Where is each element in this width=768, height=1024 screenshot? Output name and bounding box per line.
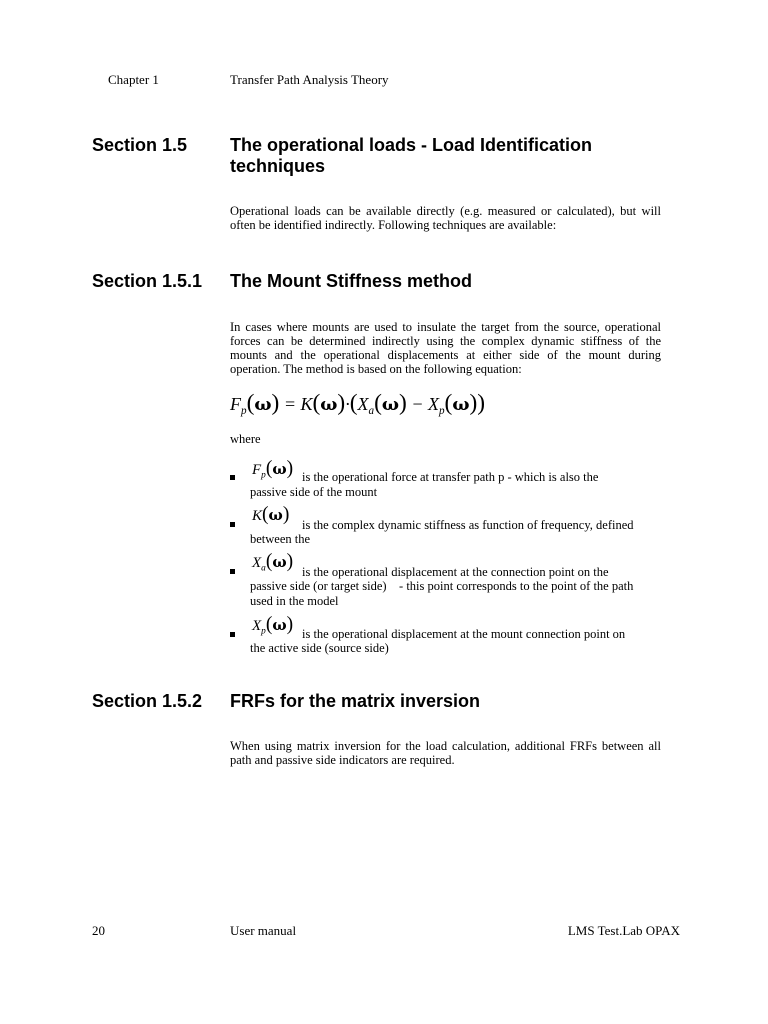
- bullet-text: is the operational displacement at the connection point on the: [302, 565, 609, 579]
- running-header-chapter: Chapter 1: [108, 72, 159, 87]
- footer-doc-type: User manual: [230, 923, 297, 938]
- displacement-a-symbol: $X_a(\omega)$: [252, 551, 294, 574]
- displacement-p-symbol: $X_p(\omega)$: [252, 614, 294, 637]
- bullet-marker: [230, 569, 235, 574]
- bullet-marker: [230, 632, 235, 637]
- bullet-text-continued: passive side of the mount: [250, 485, 378, 499]
- mount-stiffness-equation: $F_p(\omega) = K(\omega)\cdot(X_a(\omega) - X_p(\omega))$: [230, 390, 486, 417]
- section-paragraph: When using matrix inversion for the load calculation, additional FRFs between all path and passive side indicators are required.: [230, 739, 661, 767]
- section-title: FRFs for the matrix inversion: [230, 691, 481, 711]
- bullet-text: is the operational force at transfer path p - which is also the: [302, 470, 599, 484]
- bullet-text-continued: passive side (or target side) - this point corresponds to the point of the path: [250, 579, 634, 593]
- where-label: where: [230, 432, 261, 446]
- section-title: The operational loads - Load Identification techniques: [230, 135, 593, 176]
- bullet-text: is the operational displacement at the mount connection point on: [302, 627, 626, 641]
- stiffness-symbol: K(ω): [252, 504, 290, 525]
- section-number: Section 1.5: [92, 135, 188, 155]
- page-number: 20: [92, 923, 105, 938]
- bullet-marker: [230, 522, 235, 527]
- section-number: Section 1.5.2: [92, 691, 203, 711]
- bullet-text-continued: the active side (source side): [250, 641, 389, 655]
- section-title: The Mount Stiffness method: [230, 271, 472, 291]
- section-paragraph: Operational loads can be available directly (e.g. measured or calculated), but will often be identified indirectly. Following techniques are available:: [230, 204, 661, 232]
- section-paragraph: In cases where mounts are used to insulate the target from the source, operational forces can be determined indirectly using the complex dynamic stiffness of the mounts and the operational displacements at either side of the mount during operation. The method is based on the following equation:: [230, 320, 661, 376]
- force-symbol: $F_p(\omega)$: [252, 458, 294, 481]
- section-number: Section 1.5.1: [92, 271, 203, 291]
- bullet-text: is the complex dynamic stiffness as function of frequency, defined: [302, 518, 634, 532]
- bullet-text-continued: between the: [250, 532, 311, 546]
- bullet-text-continued: used in the model: [250, 594, 339, 608]
- running-header-title: Transfer Path Analysis Theory: [230, 72, 389, 87]
- bullet-marker: [230, 475, 235, 480]
- footer-product: LMS Test.Lab OPAX: [567, 923, 680, 938]
